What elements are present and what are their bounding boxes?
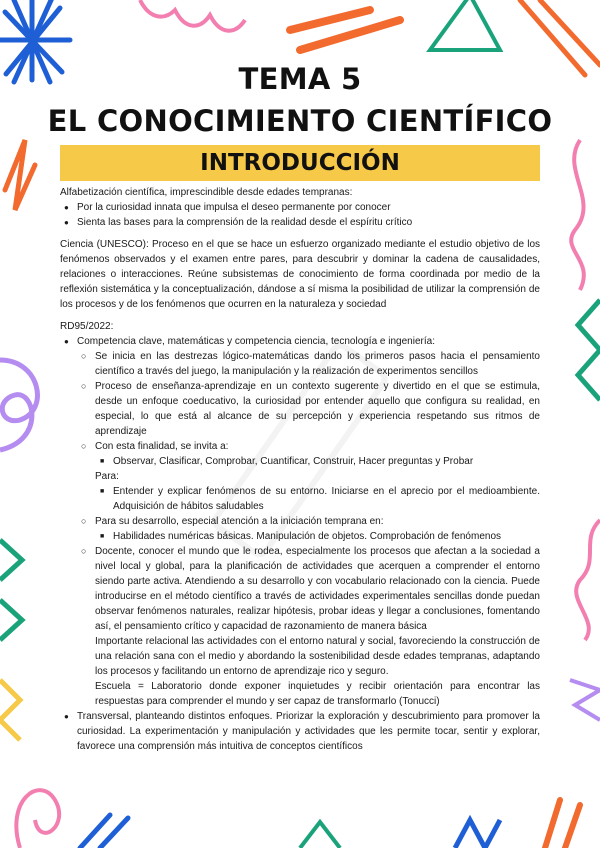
para-sublist: [95, 484, 540, 514]
para-label: Para:: [95, 471, 119, 482]
green-triangle-shape: [430, 0, 500, 50]
alfabetizacion-list: [60, 200, 540, 230]
page-title: EL CONOCIMIENTO CIENTÍFICO: [47, 104, 553, 138]
document-body: [60, 185, 540, 754]
yellow-zigzag-shape: [0, 680, 20, 740]
list-item: ● Transversal, planteando distintos enfoques. Priorizar la exploración y descubrimiento para promover la curiosidad. La experimentación y manipulación y actividades que les permite tocar, sentir y explorar, favorece una comprensión más intuitiva de conceptos científicos: [60, 709, 540, 754]
list-item: ● Por la curiosidad innata que impulsa el deseo permanente por conocer: [60, 200, 540, 215]
rd-label: RD95/2022:: [60, 321, 114, 332]
docente-text: ○ Docente, conocer el mundo que le rodea, especialmente los procesos que afectan a la sociedad a nivel local y global, para la planificación de actividades que acerquen a comprender el entorno siendo parte activa. Atendiendo a su desarrollo y con vocabulario relacionado con la ciencia. Puede introducirse en el método científico a través de actividades experimentales sencillas donde puedan observar fenómenos naturales, realizar hipótesis, probar ideas y llegar a conclusiones, fomentando así, el pensamiento crítico y capacidad de razonamiento de manera básica: [95, 546, 540, 632]
rd-list: [60, 334, 540, 754]
ciencia-paragraph: Ciencia (UNESCO): Proceso en el que se hace un esfuerzo organizado mediante el estudio objetivo de los fenómenos observados y el examen entre pares, para descubrir y dominar la cadena de causalidades, relaciones o interacciones. Reúne subsistemas de conocimiento de forma coordinada por medio de la reflexión sistemática y la conceptualización, dándose a sí misma la posibilidad de utilizar la comprensión de los procesos y de los fenómenos que ocurren en la naturaleza y sociedad: [60, 239, 540, 310]
docente-text-3: Escuela = Laboratorio donde exponer inquietudes y recibir orientación para encontrar las respuestas para comprender el mundo y ser capaz de transformarlo (Tonucci): [95, 681, 540, 707]
orange-stripes-shape: [290, 10, 400, 50]
list-item: ○ Proceso de enseñanza-aprendizaje en un contexto sugerente y divertido en el que se estimula, desde un enfoque coeducativo, la curiosidad por entender aquello que configura su realidad, en especial, lo que está al alcance de su percepción y experiencia respetando sus ritmos de aprendizaje: [77, 379, 540, 439]
list-item: ■ Habilidades numéricas básicas. Manipulación de objetos. Comprobación de fenómenos: [95, 529, 540, 544]
desarrollo-text: Para su desarrollo, especial atención a la iniciación temprana en:: [95, 516, 384, 527]
section-banner: INTRODUCCIÓN: [60, 145, 540, 181]
invita-text: Con esta finalidad, se invita a:: [95, 441, 229, 452]
competencia-sublist: [77, 349, 540, 709]
blue-zigzag-shape: [455, 820, 500, 848]
list-item: [77, 544, 540, 709]
alfabetizacion-intro: Alfabetización científica, imprescindible desde edades tempranas:: [60, 187, 353, 198]
orange-stripe-bottom-shape: [545, 800, 580, 848]
list-item: ■ Observar, Clasificar, Comprobar, Cuantificar, Construir, Hacer preguntas y Probar: [95, 454, 540, 469]
green-zigzag-shape: [578, 300, 600, 400]
list-item: ● Sienta las bases para la comprensión de la realidad desde el espíritu crítico: [60, 215, 540, 230]
orange-zigzag-shape: [5, 140, 35, 210]
competencia-text: Competencia clave, matemáticas y competencia ciencia, tecnología e ingeniería:: [77, 336, 435, 347]
blue-lines-shape: [80, 815, 128, 848]
pink-wave-shape: [140, 0, 245, 31]
invita-sublist: [95, 454, 540, 469]
list-item: [60, 334, 540, 709]
purple-zigzag-shape: [570, 680, 600, 720]
desarrollo-sublist: [95, 529, 540, 544]
purple-loop-shape: [0, 360, 37, 450]
pink-loop-shape: [16, 790, 59, 848]
list-item: [77, 514, 540, 544]
pink-wave-right-shape: [576, 520, 600, 640]
tema-heading: TEMA 5: [238, 62, 362, 96]
docente-text-2: Importante relacional las actividades con el entorno natural y social, favoreciendo la construcción de una relación sana con el medio y abordando la sostenibilidad desde edades tempranas, adaptando los procesos y facilitando un entorno de aprendizaje rico y seguro.: [95, 636, 540, 677]
green-triangle-bottom-shape: [300, 822, 340, 848]
list-item: ■ Entender y explicar fenómenos de su entorno. Iniciarse en el aprecio por el medioambiente. Adquisición de hábitos saludables: [95, 484, 540, 514]
pink-squiggle-shape: [571, 140, 584, 290]
list-item: ○ Se inicia en las destrezas lógico-matemáticas dando los primeros pasos hacia el pensamiento científico a través del juego, la manipulación y la realización de experimentos sencillos: [77, 349, 540, 379]
list-item: [77, 439, 540, 514]
green-chevron-shape: [0, 540, 22, 640]
